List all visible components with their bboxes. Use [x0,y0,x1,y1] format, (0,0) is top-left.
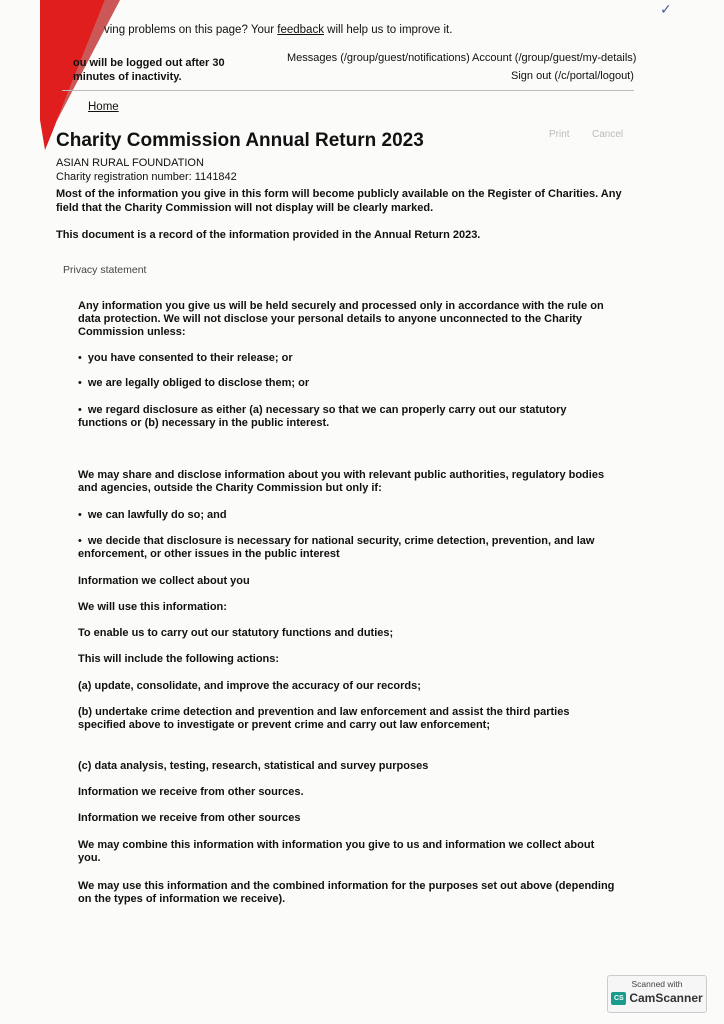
privacy-bullet: • we can lawfully do so; and [78,509,618,522]
privacy-paragraph: We may share and disclose information about you with relevant public authorities, regulatory bodies and agencies, outside the Charity Commission but only if: [78,469,605,494]
camscanner-logo-icon: CS [611,992,626,1005]
privacy-paragraph: Information we receive from other sources [78,812,301,824]
scanner-caption: Scanned with [631,979,683,989]
feedback-link[interactable]: feedback [277,24,324,36]
scanner-brand-row [608,991,706,1005]
feedback-notice [104,24,452,36]
print-button[interactable]: Print [549,129,570,140]
privacy-bullet: • we regard disclosure as either (a) necessary so that we can properly carry out our statutory functions or (b) necessary in the public interest. [78,404,618,430]
feedback-suffix: will help us to improve it. [327,24,453,36]
intro-paragraph: Most of the information you give in this form will become publicly available on the Register of Charities. Any field that the Charity Commission will not display will be clearly marked. [56,188,622,214]
feedback-prefix: ving problems on this page? Your [104,24,275,36]
logout-line-1: ou will be logged out after 30 [73,57,225,69]
privacy-bullet: • you have consented to their release; or [78,352,618,365]
cancel-button[interactable]: Cancel [592,129,624,140]
check-mark-icon: ✓ [660,2,672,18]
privacy-statement-heading: Privacy statement [63,264,147,276]
privacy-bullet: • we are legally obliged to disclose them; or [78,377,618,390]
logout-line-2: minutes of inactivity. [73,71,182,83]
privacy-paragraph: (a) update, consolidate, and improve the accuracy of our records; [78,680,421,692]
privacy-paragraph: To enable us to carry out our statutory functions and duties; [78,627,394,639]
privacy-paragraph: (b) undertake crime detection and prevention and law enforcement and assist the third parties specified above to investigate or prevent crime and carry out law enforcement; [78,706,570,731]
privacy-paragraph: This will include the following actions: [78,653,280,665]
account-link[interactable]: Account (/group/guest/my-details) [472,52,637,64]
messages-link[interactable]: Messages (/group/guest/notifications) [287,52,470,64]
privacy-paragraph: Any information you give us will be held securely and processed only in accordance with the rule on data protection. We will not disclose your personal details to anyone unconnected to the Charity Commission unless: [78,300,604,338]
privacy-paragraph: We may combine this information with information you give to us and information we collect about you. [78,839,595,864]
camscanner-watermark [607,975,707,1013]
scanner-brand: CamScanner [629,991,703,1005]
charity-name: ASIAN RURAL FOUNDATION [56,157,204,169]
privacy-paragraph: Information we receive from other sources. [78,786,304,798]
privacy-paragraph: (c) data analysis, testing, research, statistical and survey purposes [78,760,429,772]
privacy-paragraph: We may use this information and the combined information for the purposes set out above (depending on the types of information we receive). [78,880,615,905]
privacy-paragraph: Information we collect about you [78,575,250,587]
privacy-bullet: • we decide that disclosure is necessary for national security, crime detection, prevention, and law enforcement, or other issues in the public interest [78,535,618,561]
record-note: This document is a record of the information provided in the Annual Return 2023. [56,229,481,241]
privacy-paragraph: We will use this information: [78,601,227,613]
breadcrumb-home-link[interactable]: Home [88,101,119,113]
header-divider [62,90,634,91]
page-title: Charity Commission Annual Return 2023 [56,130,424,151]
sign-out-link[interactable]: Sign out (/c/portal/logout) [511,70,634,82]
charity-registration-number: Charity registration number: 1141842 [56,171,237,183]
logout-notice [73,56,253,84]
